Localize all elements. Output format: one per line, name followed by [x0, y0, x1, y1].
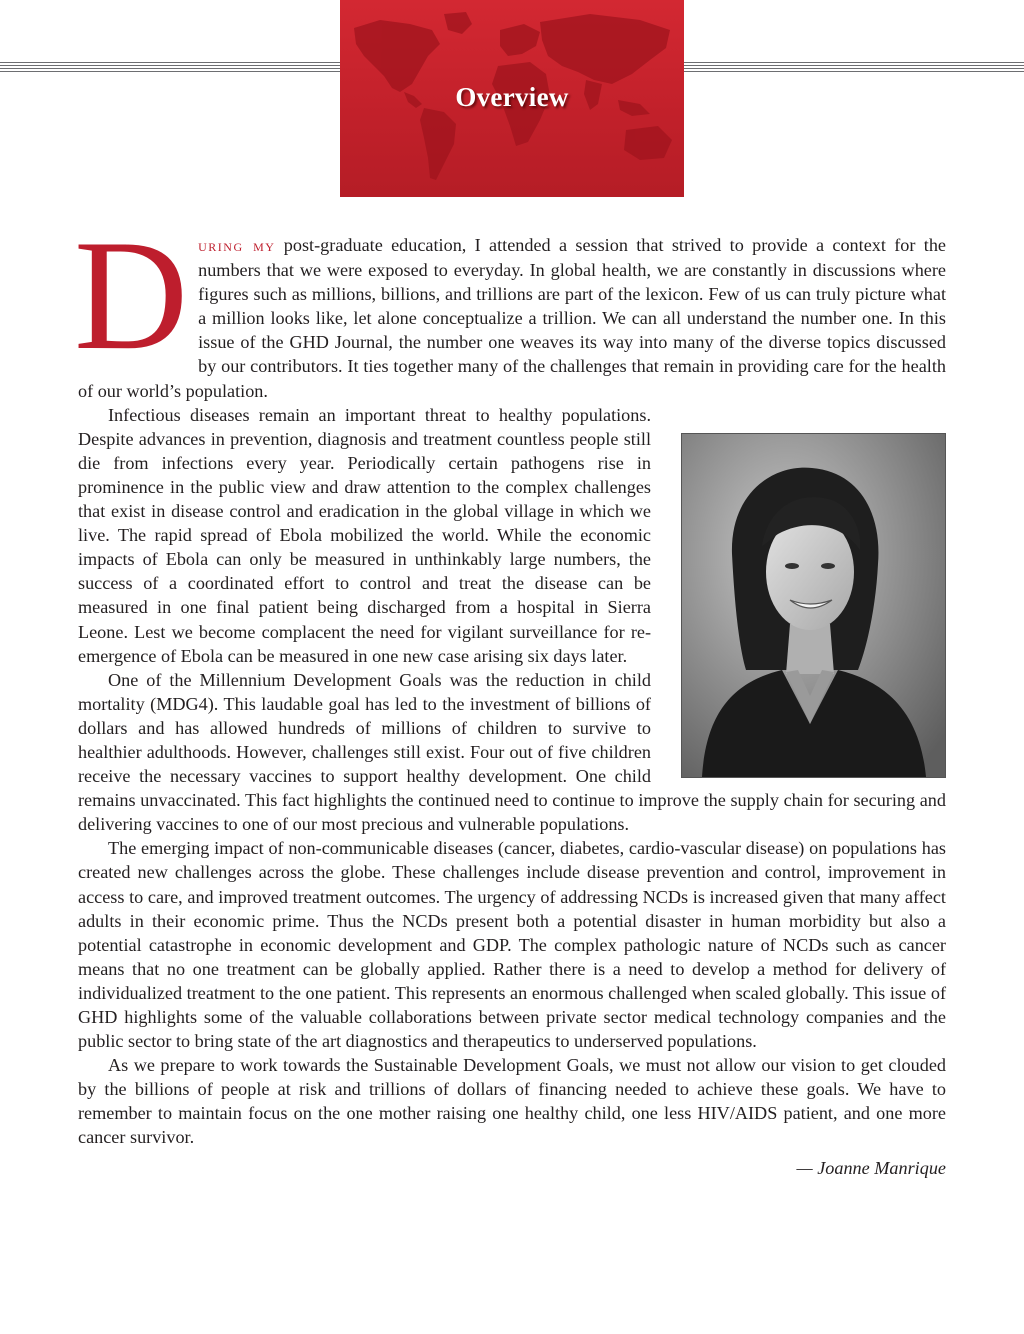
section-header-banner [340, 0, 684, 197]
page-title: Overview [455, 82, 569, 112]
paragraph-sdg: As we prepare to work towards the Sustainable Development Goals, we must not allow our vision to get clouded by the billions of people at risk and trillions of dollars of financing needed to achieve these goals. We have to remember to maintain focus on the one mother raising one healthy child, one less HIV/AIDS patient, and one more cancer survivor. [78, 1055, 946, 1148]
paragraph-infectious-diseases [78, 403, 946, 668]
article-body [74, 208, 946, 1180]
paragraph-mdg: One of the Millennium Development Goals was the reduction in child mortality (MDG4). This laudable goal has led to the investment of billions of dollars and has allowed hundreds of millions of children to survive to healthier adulthoods. However, challenges still exist. Four out of five children receive the necessary vaccines to support healthy development. One child remains unvaccinated. This fact highlights the continued need to continue to improve the supply chain for securing and delivering vaccines to one of our most precious and vulnerable populations. [78, 669, 946, 835]
paragraph-text: Infectious diseases remain an important threat to healthy populations. Despite advances in prevention, diagnosis and treatment countless people still die from infections every year. Periodically certain pathogens rise in prominence in the public view and draw attention to the complex challenges that exist in disease control and eradication in the global village in which we live. The rapid spread of Ebola mobilized the world. While the economic impacts of Ebola can only be measured in unthinkably large numbers, the success of a coordinated effort to control and treat the disease can be measured in one final patient being discharged from a hospital in Sierra Leone. Lest we become complacent the need for vigilant surveillance for re-emergence of Ebola can be measured in one new case arising six days later. [78, 404, 651, 666]
author-signature: — Joanne Manrique [796, 1157, 946, 1178]
paragraph-ncd: The emerging impact of non-communicable diseases (cancer, diabetes, cardio-vascular disease) on populations has created new challenges across the globe. These challenges include disease prevention and control, improvement in access to care, and improved treatment outcomes. The urgency of addressing NCDs is increased given that many affect adults in their economic prime. Thus the NCDs present both a potential disaster in human morbidity but also a potential catastrophe in economic development and GDP. The complex pathologic nature of NCDs such as cancer means that no one treatment can be globally applied. Rather there is a need to develop a method for delivery of individualized treatment to the one patient. This represents an enormous challenged when scaled globally. This issue of GHD highlights some of the valuable collaborations between private sector medical technology companies and the public sector to bring state of the art diagnostics and therapeutics to underserved populations. [78, 838, 946, 1052]
drop-cap: D [74, 208, 189, 383]
lead-in-text: uring my [198, 236, 276, 255]
paragraph-intro [74, 208, 946, 403]
portrait-image [682, 434, 945, 777]
portrait-photo [681, 433, 946, 778]
paragraph-text: post-graduate education, I attended a session that strived to provide a context for the numbers that we were exposed to everyday. In global health, we are constantly in discussions where figures such as millions, billions, and trillions are part of the lexicon. Few of us can truly picture what a million looks like, let alone conceptualize a trillion. We can all understand the number one. In this issue of the GHD Journal, the number one weaves its way into many of the diverse topics discussed by our contributors. It ties together many of the challenges that remain in providing care for the health of our world’s population. [78, 235, 946, 401]
